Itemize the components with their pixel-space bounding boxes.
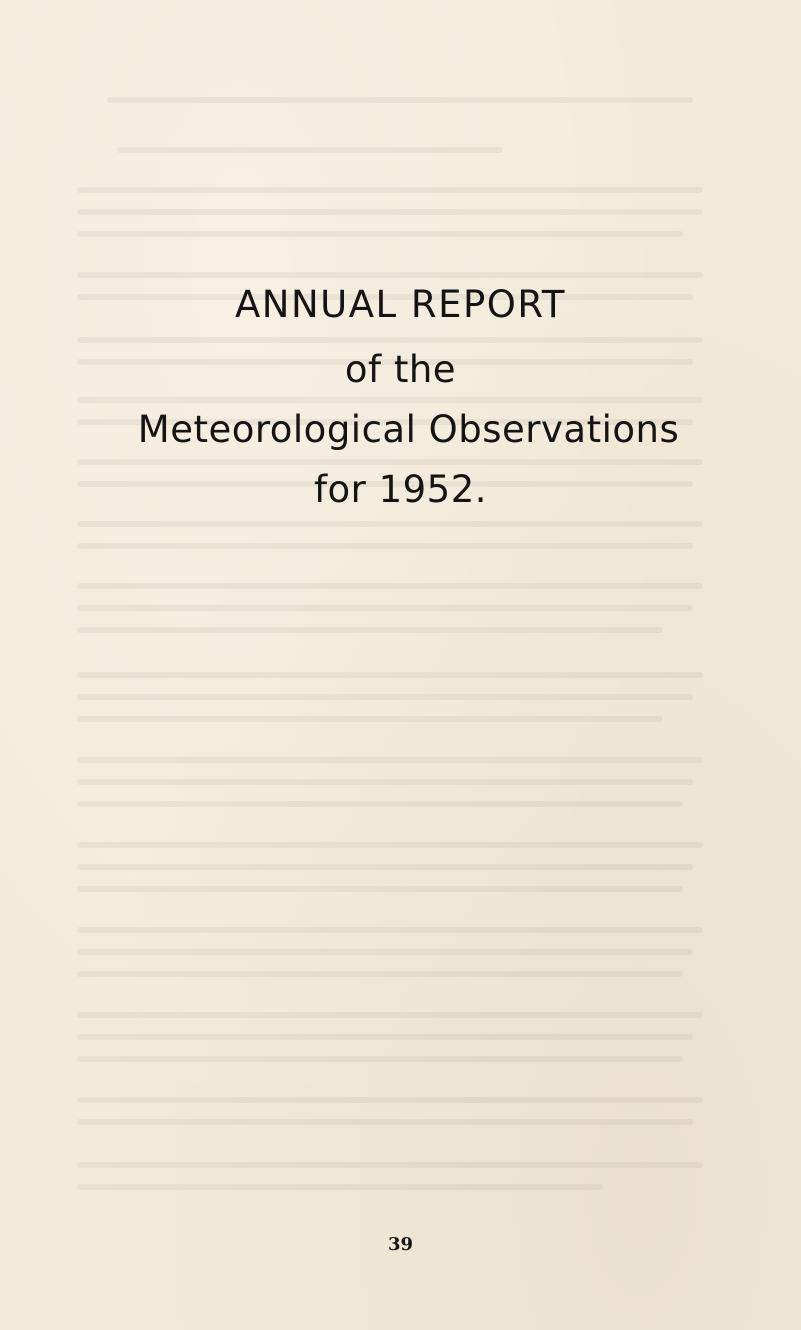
title-meteorological-observations: Meteorological Observations: [137, 408, 680, 451]
title-year: for 1952.: [313, 468, 488, 511]
title-annual-report: ANNUAL REPORT: [234, 283, 567, 326]
page-number: 39: [387, 1234, 414, 1255]
title-of-the: of the: [344, 348, 457, 391]
